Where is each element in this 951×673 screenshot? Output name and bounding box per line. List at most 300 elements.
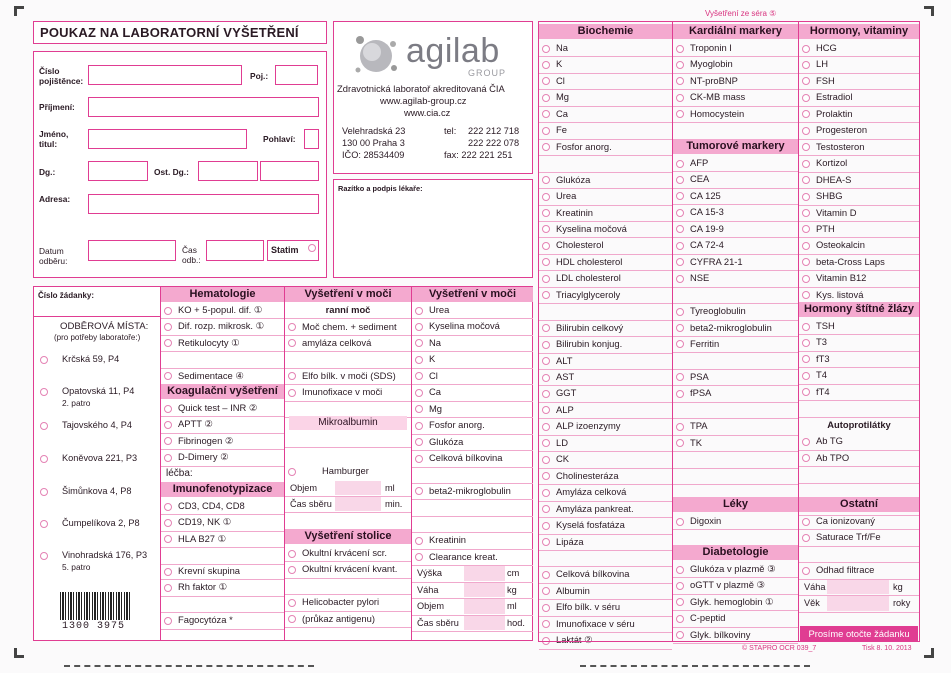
checkbox[interactable] <box>415 323 423 331</box>
stool-item-label: Okultní krvácení kvant. <box>302 563 398 575</box>
brand-web-2: www.cia.cz <box>404 107 451 118</box>
checkbox[interactable] <box>415 389 423 397</box>
checkbox[interactable] <box>288 339 296 347</box>
biochem-item-label: Bilirubin celkový <box>556 321 624 333</box>
cardiac-item-label: Homocystein <box>690 107 745 119</box>
tumor-item-label: CA 72-4 <box>690 239 724 251</box>
stool-item-label: (průkaz antigenu) <box>302 612 375 624</box>
patient-box <box>33 51 327 278</box>
biochem-item-label: Fosfor anorg. <box>556 140 612 152</box>
urine2-item[interactable] <box>412 318 533 334</box>
other-item-label: Saturace Trf/Fe <box>816 531 881 543</box>
biochem-item-label: ALP <box>556 403 574 415</box>
tel-2: 222 222 078 <box>468 138 520 148</box>
stool-header: Vyšetření stolice <box>285 529 411 544</box>
urine2-item-label: Kyselina močová <box>429 320 500 332</box>
name-label: Jméno, titul: <box>39 129 69 149</box>
urine2-item[interactable] <box>412 401 533 417</box>
checkbox[interactable] <box>164 519 172 527</box>
place-check[interactable] <box>40 422 48 430</box>
surname-label: Příjmení: <box>39 102 75 112</box>
place-check[interactable] <box>40 455 48 463</box>
place-check[interactable] <box>40 520 48 528</box>
other-header: Ostatní <box>799 497 919 512</box>
urine1-field-unit: ml <box>385 482 395 493</box>
hormones-item-label: Testosteron <box>816 140 865 152</box>
hematology-item[interactable] <box>161 368 284 384</box>
immuno-item[interactable] <box>161 514 284 530</box>
diabetes-item-label: Glukóza v plazmě ③ <box>690 563 776 574</box>
hematology-item-label: KO + 5-popul. dif. ① <box>178 304 263 315</box>
urine1-item-label: Elfo bílk. v moči (SDS) <box>302 369 396 381</box>
tumor-item-label: CYFRA 21-1 <box>690 255 743 267</box>
biochem-item-label: Kreatinin <box>556 206 594 218</box>
urine1-item[interactable] <box>285 319 411 335</box>
biochem-item-label: CK <box>556 453 570 465</box>
place-check[interactable] <box>40 488 48 496</box>
coagulation-item[interactable] <box>161 416 284 432</box>
corner-mark <box>924 648 934 658</box>
urine2-item-label: beta2-mikroglobulin <box>429 484 511 496</box>
place-check[interactable] <box>40 356 48 364</box>
insurance-field[interactable] <box>88 65 242 85</box>
stool-item[interactable] <box>285 561 411 577</box>
urine2-item-label: Urea <box>429 304 450 315</box>
other-field-unit: kg <box>893 581 903 592</box>
thyroid-item-label: fT3 <box>816 352 830 364</box>
tumor-item-label: TK <box>690 436 702 448</box>
checkbox[interactable] <box>164 454 172 462</box>
urine1-subtitle: ranní moč <box>325 304 371 315</box>
urine2-field-label: Čas sběru <box>417 617 459 628</box>
urine1-item-label: Moč chem. + sediment <box>302 320 397 332</box>
cardiac-header: Kardiální markery <box>673 24 798 39</box>
row-line <box>285 351 411 352</box>
brand-web-1: www.agilab-group.cz <box>380 95 467 106</box>
urine2-item[interactable] <box>412 532 533 548</box>
address-label: Adresa: <box>39 194 71 204</box>
hormones-item-label: beta-Cross Laps <box>816 255 885 267</box>
urine1-field-label: Objem <box>290 482 318 493</box>
biochem-item-label: Cl <box>556 74 565 86</box>
checkbox[interactable] <box>164 437 172 445</box>
hormones-header: Hormony, vitaminy <box>799 24 919 39</box>
insurer-label: Poj.: <box>250 71 269 81</box>
urine2-field-label: Objem <box>417 601 445 612</box>
hormones-item-label: SHBG <box>816 190 843 202</box>
divider <box>34 316 160 317</box>
place-name[interactable]: Čumpelíkova 2, P8 <box>62 518 140 528</box>
gender-field[interactable] <box>304 129 319 149</box>
biochem-item-label: Na <box>556 42 568 53</box>
checkbox[interactable] <box>415 553 423 561</box>
hamburger-item[interactable] <box>285 463 411 479</box>
biochem-item-label: Elfo bílk. v séru <box>556 601 621 613</box>
stamp-label: Razítko a podpis lékaře: <box>338 184 423 193</box>
cardiac-item-label: CK-MB mass <box>690 91 746 103</box>
urine2-field-input[interactable] <box>464 616 505 630</box>
urine2-field-input[interactable] <box>464 583 505 597</box>
microalbumin-label[interactable]: Mikroalbumin <box>289 416 407 430</box>
checkbox[interactable] <box>288 468 296 476</box>
checkbox[interactable] <box>164 503 172 511</box>
stool-item[interactable] <box>285 594 411 610</box>
diabetes-item-label: oGTT v plazmě ③ <box>690 579 765 591</box>
coagulation-item[interactable] <box>161 449 284 465</box>
checkbox[interactable] <box>164 568 172 576</box>
gender-label: Pohlaví: <box>263 134 296 144</box>
place-name[interactable]: Opatovská 11, P4 <box>62 386 135 396</box>
immuno-header: Imunofenotypizace <box>161 482 284 497</box>
biochem-item-label: Glukóza <box>556 173 591 185</box>
fax: fax: 222 221 251 <box>444 150 513 160</box>
row-line <box>412 499 533 500</box>
urine2-item[interactable] <box>412 351 533 367</box>
row-line <box>285 578 411 579</box>
stool-item[interactable] <box>285 545 411 561</box>
hematology-item-label: Retikulocyty ① <box>178 336 240 348</box>
checkbox[interactable] <box>164 617 172 625</box>
checkbox[interactable] <box>415 356 423 364</box>
footer-copyright: © STAPRO OCR 039_7 <box>742 645 817 652</box>
other-dg-field-2[interactable] <box>260 161 319 181</box>
place-note: 5. patro <box>62 562 91 572</box>
checkbox[interactable] <box>288 389 296 397</box>
tumor-item-label: PSA <box>690 370 709 382</box>
checkbox[interactable] <box>288 372 296 380</box>
urine1-item-label: amyláza celková <box>302 336 372 348</box>
other-item-label: Odhad filtrace <box>816 564 875 576</box>
lab-address-1: Velehradská 23 <box>342 126 406 136</box>
hormones-item-label: Prolaktin <box>816 107 853 119</box>
place-check[interactable] <box>40 552 48 560</box>
checkbox[interactable] <box>415 307 423 315</box>
places-title: ODBĚROVÁ MÍSTA: <box>60 321 149 332</box>
place-name[interactable]: Šimůnkova 4, P8 <box>62 486 132 496</box>
immuno-item[interactable] <box>161 498 284 514</box>
biochem-item-label: Lipáza <box>556 535 584 547</box>
immuno-item-label: HLA B27 ① <box>178 532 227 544</box>
coagulation-item-label: D-Dimery ② <box>178 451 229 463</box>
misc-item-label: Fagocytóza * <box>178 614 233 626</box>
urine1-item-label: Imunofixace v moči <box>302 386 383 398</box>
tumor-item-label: beta2-mikroglobulin <box>690 321 772 333</box>
row-line <box>161 547 284 548</box>
row-line <box>412 631 533 632</box>
biochem-item-label: Ca <box>556 107 568 119</box>
statim-box[interactable] <box>267 240 319 261</box>
urine2-item[interactable] <box>412 417 533 433</box>
immuno-item-label: CD19, NK ① <box>178 516 232 528</box>
tumor-item-label: NSE <box>690 272 710 284</box>
misc-item-label: Rh faktor ① <box>178 581 228 593</box>
tumor-item-label: TPA <box>690 420 708 432</box>
misc-item[interactable] <box>161 563 284 579</box>
biochem-item-label: Kyselá fosfatáza <box>556 519 625 531</box>
checkbox[interactable] <box>164 535 172 543</box>
place-check[interactable] <box>40 388 48 396</box>
hormones-item-label: HCG <box>816 42 837 53</box>
checkbox[interactable] <box>415 455 423 463</box>
urine2-item[interactable] <box>412 434 533 450</box>
serum-box <box>538 21 920 642</box>
dg-label: Dg.: <box>39 167 56 177</box>
checkbox[interactable] <box>288 615 296 623</box>
urine2-item-label: Cl <box>429 369 438 381</box>
urine2-field-input[interactable] <box>464 566 505 580</box>
biochem-item-label: AST <box>556 371 575 382</box>
dg-field[interactable] <box>88 161 148 181</box>
urine1-item[interactable] <box>285 384 411 400</box>
checkbox[interactable] <box>415 438 423 446</box>
barcode-number: 1300 3975 <box>62 621 126 632</box>
thyroid-item-label: fT4 <box>816 385 830 397</box>
place-name[interactable]: Vinohradská 176, P3 <box>62 550 148 560</box>
urine2-field-label: Výška <box>417 568 443 579</box>
tear-line <box>580 665 810 667</box>
barcode <box>60 592 130 620</box>
place-name[interactable]: Koněvova 221, P3 <box>62 453 138 463</box>
urine1-field-input[interactable] <box>335 481 381 495</box>
brand-tagline: Zdravotnická laboratoř akreditovaná ČIA <box>337 83 505 94</box>
biochem-item-label: Amyláza celková <box>556 486 627 498</box>
row-line <box>539 649 672 650</box>
hormones-item-label: Kortizol <box>816 157 848 169</box>
stool-item-label: Okultní krvácení scr. <box>302 547 387 558</box>
coagulation-header: Koagulační vyšetření <box>161 384 284 399</box>
urine2-item[interactable] <box>412 483 533 499</box>
hormones-item-label: Progesteron <box>816 124 868 136</box>
biochem-item-label: Fe <box>556 124 567 136</box>
hematology-item-label: Dif. rozp. mikrosk. ① <box>178 320 265 332</box>
biochem-item-label: ALP izoenzymy <box>556 420 621 432</box>
cardiac-item-label: Troponin I <box>690 42 732 53</box>
tumor-item-label: CA 19-9 <box>690 222 724 234</box>
checkbox[interactable] <box>164 339 172 347</box>
hormones-item-label: Vitamin D <box>816 206 857 218</box>
checkbox[interactable] <box>288 566 296 574</box>
coagulation-item-label: Fibrinogen ② <box>178 434 234 446</box>
place-note: 2. patro <box>62 398 91 408</box>
urine2-item[interactable] <box>412 549 533 565</box>
hormones-item-label: Osteokalcin <box>816 239 865 251</box>
checkbox[interactable] <box>415 405 423 413</box>
cardiac-item-label: Myoglobin <box>690 58 733 70</box>
hormones-item-label: Vitamin B12 <box>816 272 867 284</box>
checkbox[interactable] <box>164 405 172 413</box>
other-field-label: Váha <box>804 581 826 592</box>
urine2-item-label: Fosfor anorg. <box>429 419 485 431</box>
urine2-item[interactable] <box>412 335 533 351</box>
misc-item[interactable] <box>161 579 284 595</box>
statim-check[interactable] <box>308 244 316 252</box>
urine1-field-input[interactable] <box>335 497 381 511</box>
checkbox[interactable] <box>415 487 423 495</box>
biochem-item-label: GGT <box>556 387 577 399</box>
name-field[interactable] <box>88 129 247 149</box>
misc-item[interactable] <box>161 612 284 628</box>
checkbox[interactable] <box>415 372 423 380</box>
therapy-label: léčba: <box>166 467 193 479</box>
date-field[interactable] <box>88 240 176 261</box>
hormones-item-label: Estradiol <box>816 91 853 103</box>
biochem-item-label: K <box>556 58 563 70</box>
tumor-item-label: CEA <box>690 173 710 185</box>
hematology-item[interactable] <box>161 318 284 334</box>
stool-item[interactable] <box>285 611 411 627</box>
hematology-item-label: Sedimentace ④ <box>178 369 244 381</box>
immuno-item-label: CD3, CD4, CD8 <box>178 500 245 511</box>
biochem-item-label: ALT <box>556 354 573 366</box>
urine2-item[interactable] <box>412 384 533 400</box>
urine2-item-label: Clearance kreat. <box>429 550 498 562</box>
checkbox[interactable] <box>164 584 172 592</box>
coagulation-item-label: Quick test – INR ② <box>178 402 258 413</box>
coagulation-item[interactable] <box>161 433 284 449</box>
urine1-item[interactable] <box>285 368 411 384</box>
urine2-item[interactable] <box>412 368 533 384</box>
corner-mark <box>14 6 24 16</box>
insurance-label: Číslo pojištěnce: <box>39 66 84 86</box>
biochem-item-label: HDL cholesterol <box>556 255 623 267</box>
urine2-item-label: Glukóza <box>429 435 464 447</box>
thyroid-item-label: T4 <box>816 369 827 381</box>
checkbox[interactable] <box>164 421 172 429</box>
statim-label: Statim <box>271 245 299 255</box>
stool-item-label: Helicobacter pylori <box>302 596 380 608</box>
coagulation-item[interactable] <box>161 400 284 416</box>
hormones-item-label: DHEA-S <box>816 173 852 185</box>
time-label: Čas odb.: <box>182 245 201 265</box>
drugs-header: Léky <box>673 497 798 512</box>
hormones-item-label: LH <box>816 58 828 70</box>
autoab-header: Autoprotilátky <box>827 418 891 430</box>
thyroid-item-label: TSH <box>816 320 835 331</box>
tear-line <box>64 665 314 667</box>
biochem-item-label: Laktát ② <box>556 634 593 646</box>
urine2-field-unit: hod. <box>507 617 525 628</box>
hormones-item-label: Kys. listová <box>816 288 864 300</box>
cardiac-item-label: NT-proBNP <box>690 74 738 86</box>
urine2-field-unit: cm <box>507 568 520 579</box>
checkbox[interactable] <box>164 307 172 315</box>
row-line <box>285 627 411 628</box>
tel-label: tel: <box>444 126 457 136</box>
turn-over-note: Prosíme otočte žádanku <box>800 626 918 641</box>
urine2-item[interactable] <box>412 302 533 318</box>
corner-mark <box>924 6 934 16</box>
biochem-item-label: Amyláza pankreat. <box>556 502 634 514</box>
row-line <box>412 467 533 468</box>
corner-mark <box>14 648 24 658</box>
hematology-item[interactable] <box>161 335 284 351</box>
hematology-item[interactable] <box>161 302 284 318</box>
surname-field[interactable] <box>88 97 319 117</box>
page-title: POUKAZ NA LABORATORNÍ VYŠETŘENÍ <box>40 25 299 40</box>
tumor-header: Tumorové markery <box>673 139 798 154</box>
urine1-item[interactable] <box>285 335 411 351</box>
urine2-field-label: Váha <box>417 584 439 595</box>
tumor-item-label: fPSA <box>690 387 712 399</box>
checkbox[interactable] <box>288 323 296 331</box>
other-item-label: Ca ionizovaný <box>816 515 875 526</box>
place-name[interactable]: Tajovského 4, P4 <box>62 420 132 430</box>
time-field[interactable] <box>206 240 264 261</box>
tel-1: 222 212 718 <box>468 126 520 136</box>
biochem-item-label: Cholesterol <box>556 239 604 251</box>
thyroid-item-label: T3 <box>816 336 827 348</box>
checkbox[interactable] <box>164 323 172 331</box>
stamp-box[interactable] <box>333 179 533 278</box>
urine2-field-input[interactable] <box>464 599 505 613</box>
tumor-item-label: CA 125 <box>690 189 721 201</box>
checkbox[interactable] <box>415 537 423 545</box>
biochem-item-label: Mg <box>556 91 570 103</box>
footer-print-date: Tisk 8. 10. 2013 <box>862 645 912 652</box>
address-field[interactable] <box>88 194 319 214</box>
urine2-item-label: Mg <box>429 402 443 414</box>
tumor-item-label: AFP <box>690 157 709 168</box>
hamburger-label: Hamburger <box>322 465 369 476</box>
urine1-header: Vyšetření v moči <box>285 287 411 302</box>
sample-type-note: Vyšetření ze séra ⑤ <box>705 9 777 18</box>
autoab-item-label: Ab TG <box>816 435 843 447</box>
lab-box <box>333 21 533 174</box>
row-line <box>285 512 411 513</box>
place-name[interactable]: Krčská 59, P4 <box>62 354 120 364</box>
row-line <box>285 401 411 402</box>
row-line <box>412 516 533 517</box>
biochem-item-label: Imunofixace v séru <box>556 617 635 629</box>
urine1-field-unit: min. <box>385 498 403 509</box>
hormones-item-label: FSH <box>816 74 835 86</box>
diabetes-item-label: Glyk. hemoglobin ① <box>690 595 774 607</box>
coagulation-item-label: APTT ② <box>178 418 213 430</box>
biochem-item-label: Kyselina močová <box>556 222 627 234</box>
other-dg-label: Ost. Dg.: <box>154 167 189 177</box>
hematology-header: Hematologie <box>161 287 284 302</box>
hormones-item-label: PTH <box>816 222 835 234</box>
autoab-item-label: Ab TPO <box>816 451 850 463</box>
places-note: (pro potřeby laboratoře:) <box>54 333 141 342</box>
biochem-item-label: LD <box>556 436 568 448</box>
biochem-item-label: LDL cholesterol <box>556 272 621 284</box>
urine2-item[interactable] <box>412 450 533 466</box>
drugs-item-label: Digoxin <box>690 515 722 526</box>
checkbox[interactable] <box>164 372 172 380</box>
row-line <box>161 351 284 352</box>
form-title-box <box>33 21 327 44</box>
urine2-field-unit: kg <box>507 584 517 595</box>
urine2-item-label: Celková bílkovina <box>429 452 503 464</box>
checkbox[interactable] <box>288 599 296 607</box>
biochem-item-label: Bilirubin konjug. <box>556 338 623 350</box>
insurer-field[interactable] <box>275 65 318 85</box>
lab-ico: IČO: 28534409 <box>342 150 405 160</box>
checkbox[interactable] <box>288 550 296 558</box>
other-dg-field-1[interactable] <box>198 161 258 181</box>
tumor-item-label: Tyreoglobulin <box>690 305 746 317</box>
row-line <box>161 629 284 630</box>
checkbox[interactable] <box>415 339 423 347</box>
tumor-item-label: CA 15-3 <box>690 206 724 218</box>
immuno-item[interactable] <box>161 531 284 547</box>
urine1-field-label: Čas sběru <box>290 498 332 509</box>
brand-group: GROUP <box>468 68 507 78</box>
biochem-item-label: Celková bílkovina <box>556 568 630 580</box>
checkbox[interactable] <box>415 422 423 430</box>
row-line <box>161 596 284 597</box>
